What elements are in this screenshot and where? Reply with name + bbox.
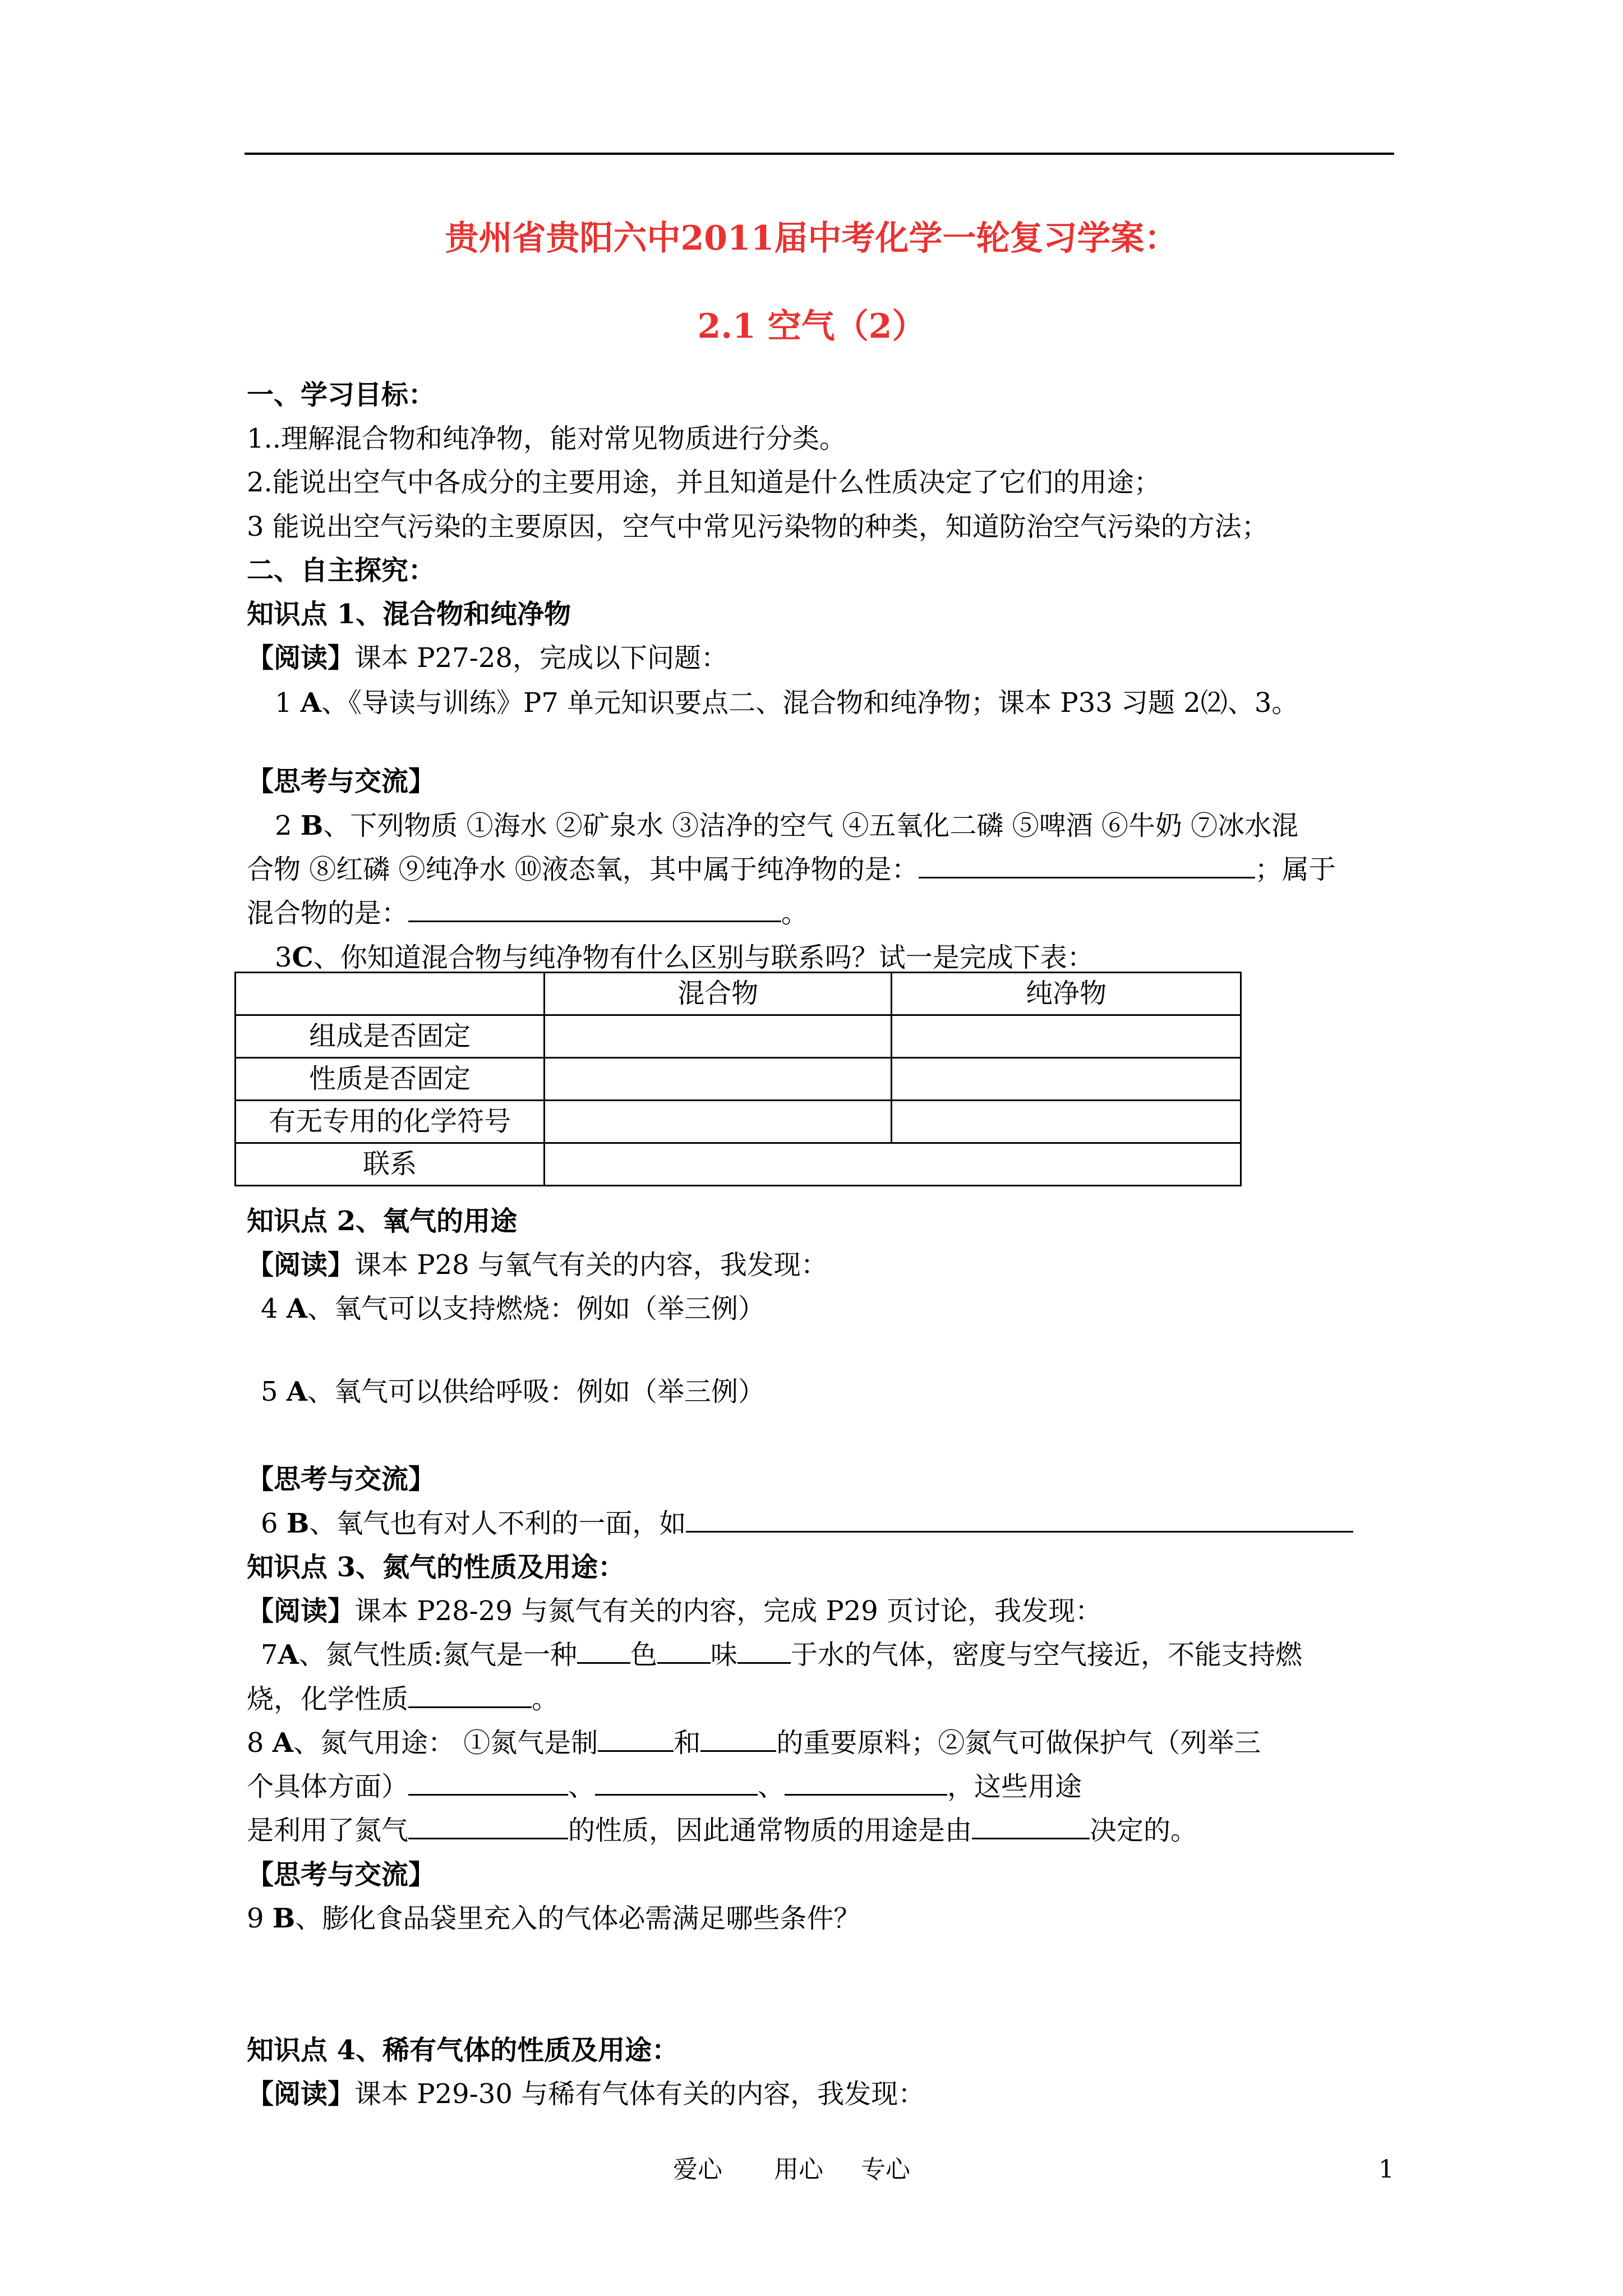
discussion-heading-2: 【思考与交流】 [247, 1464, 436, 1495]
reading-text: 课本 P27-28，完成以下问题： [354, 642, 728, 674]
question-5: 5 A、氧气可以供给呼吸：例如（举三例） [261, 1376, 766, 1407]
objective-1: 1..理解混合物和纯净物，能对常见物质进行分类。 [247, 423, 847, 454]
answer-blank-chemical-property[interactable] [408, 1677, 532, 1708]
answer-blank-color[interactable] [577, 1633, 630, 1664]
question-8-line-3: 是利用了氮气 的性质，因此通常物质的用途是由 决定的。 [247, 1808, 1197, 1853]
footer-slogan-2: 用心 [774, 2155, 823, 2184]
table-header-row [236, 973, 1241, 1015]
table-answer-cell[interactable] [545, 1058, 892, 1101]
knowledge-point-1: 知识点 1、混合物和纯净物 [247, 599, 571, 630]
table-answer-cell[interactable] [892, 1015, 1241, 1058]
question-8-line-1: 8 A、氮气用途： ①氮气是制 和 的重要原料；②氮气可做保护气（列举三 [247, 1720, 1261, 1765]
header-rule [245, 153, 1394, 155]
table-answer-cell[interactable] [545, 1101, 892, 1143]
question-6: 6 B、氧气也有对人不利的一面，如 [261, 1501, 1353, 1546]
answer-blank-determined-by[interactable] [972, 1809, 1090, 1839]
table-header-cell [236, 973, 545, 1015]
reading-2: 【阅读】课本 P28 与氧气有关的内容，我发现： [247, 1249, 828, 1281]
question-2-line-2: 合物 ⑧红磷 ⑨纯净水 ⑩液态氧，其中属于纯净物的是： ；属于 [247, 847, 1336, 892]
table-row-label: 联系 [236, 1143, 545, 1186]
table-answer-cell[interactable] [892, 1058, 1241, 1101]
table-header-cell: 纯净物 [892, 973, 1241, 1015]
table-answer-cell[interactable] [545, 1015, 892, 1058]
question-8-line-2: 个具体方面） 、 、 ，这些用途 [247, 1764, 1082, 1809]
table-row [236, 1143, 1241, 1186]
table-row-label: 组成是否固定 [236, 1015, 545, 1058]
table-row [236, 1058, 1241, 1101]
reading-tag: 【阅读】 [247, 642, 355, 674]
table-row-label: 性质是否固定 [236, 1058, 545, 1101]
answer-blank-use-1[interactable] [408, 1765, 568, 1796]
answer-blank-raw-1[interactable] [598, 1721, 674, 1752]
objective-3: 3 能说出空气污染的主要原因，空气中常见污染物的种类，知道防治空气污染的方法； [247, 511, 1269, 542]
section-heading-objectives: 一、学习目标： [247, 379, 436, 411]
reading-4: 【阅读】课本 P29-30 与稀有气体有关的内容，我发现： [247, 2078, 925, 2110]
answer-blank-use-3[interactable] [785, 1765, 947, 1796]
question-7-line-2: 烧，化学性质 。 [247, 1677, 559, 1722]
question-1: 1 A、《导读与训练》P7 单元知识要点二、混合物和纯净物；课本 P33 习题 2⑵、3。 [275, 687, 1299, 719]
knowledge-point-2: 知识点 2、氧气的用途 [247, 1205, 518, 1237]
page-number: 1 [1378, 2155, 1394, 2184]
answer-blank-solubility[interactable] [737, 1633, 791, 1664]
reading-1 [247, 636, 728, 680]
question-4: 4 A、氧气可以支持燃烧：例如（举三例） [261, 1293, 766, 1324]
question-2-line-3: 混合物的是： 。 [247, 891, 808, 936]
table-header-cell: 混合物 [545, 973, 892, 1015]
answer-blank-odor[interactable] [657, 1633, 711, 1664]
table-answer-cell[interactable] [892, 1101, 1241, 1143]
table-answer-cell[interactable] [545, 1143, 1241, 1186]
answer-blank-property[interactable] [408, 1809, 568, 1839]
knowledge-point-4: 知识点 4、稀有气体的性质及用途： [247, 2035, 679, 2066]
discussion-heading-1: 【思考与交流】 [247, 766, 436, 797]
question-3: 3C、你知道混合物与纯净物有什么区别与联系吗？试一是完成下表： [275, 942, 1094, 973]
answer-blank-raw-2[interactable] [700, 1721, 776, 1752]
question-7-line-1: 7A、氮气性质:氮气是一种 色 味 于水的气体，密度与空气接近，不能支持燃 [261, 1632, 1302, 1677]
table-row-label: 有无专用的化学符号 [236, 1101, 545, 1143]
footer-slogan-1: 爱心 [673, 2155, 722, 2184]
answer-blank-mixture[interactable] [408, 891, 781, 922]
objective-2: 2.能说出空气中各成分的主要用途，并且知道是什么性质决定了它们的用途； [247, 467, 1161, 498]
question-9: 9 B、膨化食品袋里充入的气体必需满足哪些条件？ [247, 1903, 861, 1934]
table-row [236, 1101, 1241, 1143]
comparison-table [234, 972, 1242, 1186]
knowledge-point-3: 知识点 3、氮气的性质及用途： [247, 1552, 625, 1583]
answer-blank-oxygen-harm[interactable] [686, 1502, 1353, 1533]
question-2-line-1: 2 B、下列物质 ①海水 ②矿泉水 ③洁净的空气 ④五氧化二磷 ⑤啤酒 ⑥牛奶 ⑦冰水混 [275, 810, 1299, 841]
discussion-heading-3: 【思考与交流】 [247, 1859, 436, 1890]
table-row [236, 1015, 1241, 1058]
answer-blank-pure[interactable] [919, 848, 1255, 878]
document-title: 贵州省贵阳六中2011届中考化学一轮复习学案： [445, 219, 1178, 258]
answer-blank-use-2[interactable] [595, 1765, 758, 1796]
reading-3: 【阅读】课本 P28-29 与氮气有关的内容，完成 P29 页讨论，我发现： [247, 1595, 1103, 1627]
footer-slogan-3: 专心 [861, 2155, 910, 2184]
document-subtitle: 2.1 空气（2） [697, 307, 926, 346]
section-heading-explore: 二、自主探究： [247, 555, 436, 586]
